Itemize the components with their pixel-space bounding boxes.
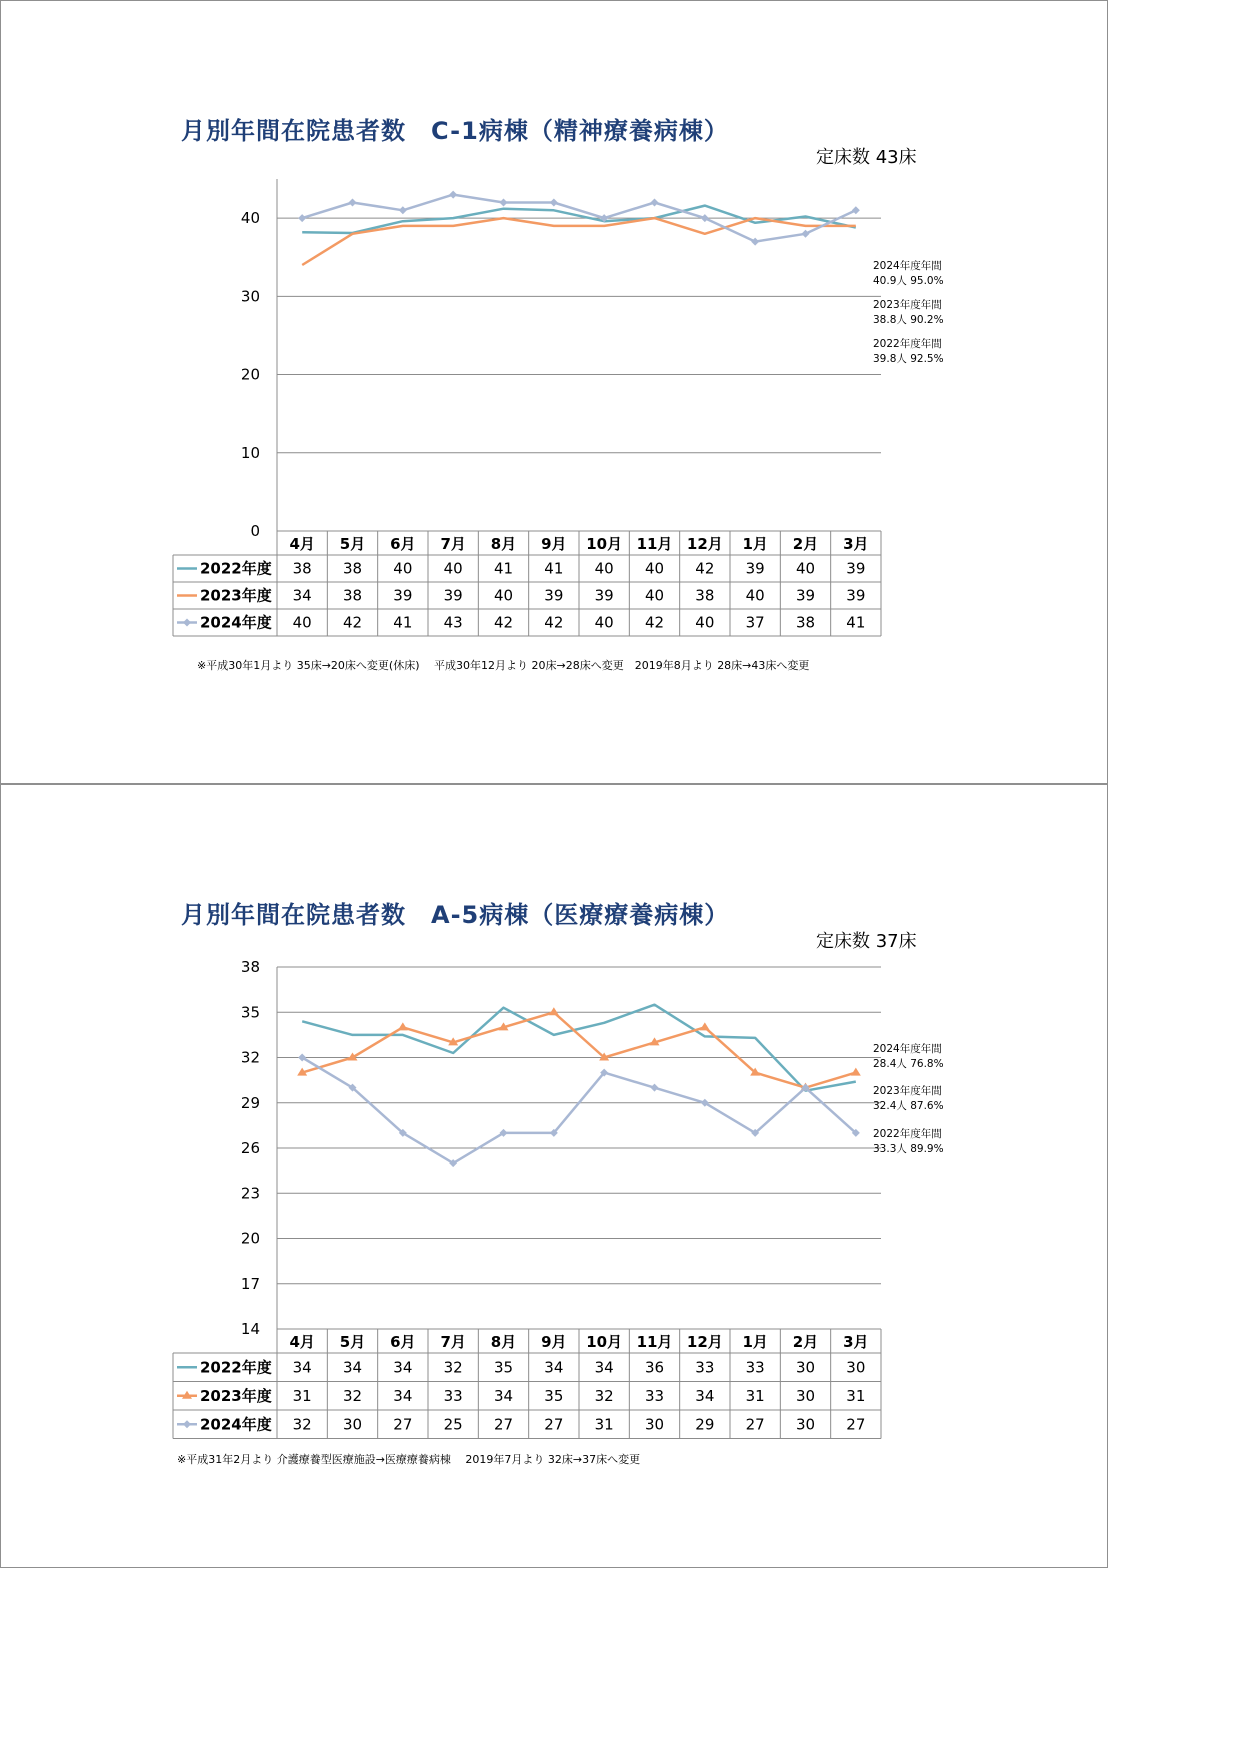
chart-footnote: ※平成31年2月より 介護療養型医療施設→医療療養病棟 2019年7月より 32床→37床へ変更 <box>177 1453 641 1466</box>
data-table-cell: 33 <box>745 1358 765 1377</box>
data-table-cell: 41 <box>846 613 866 632</box>
x-tick-label: 1月 <box>742 1333 768 1351</box>
x-tick-label: 3月 <box>843 1333 869 1351</box>
annual-annotation: 40.9人 95.0% <box>873 275 944 287</box>
data-table-cell: 39 <box>795 586 816 605</box>
x-tick-label: 10月 <box>586 1333 623 1351</box>
x-tick-label: 12月 <box>686 535 723 553</box>
data-table-cell: 31 <box>292 1386 312 1405</box>
data-table-cell: 42 <box>544 613 564 632</box>
x-tick-label: 7月 <box>440 1333 466 1351</box>
y-tick-label: 26 <box>240 1139 260 1157</box>
x-tick-label: 5月 <box>339 1333 366 1351</box>
data-table-cell: 40 <box>393 559 413 578</box>
annual-annotation: 2024年度年間 <box>873 260 942 272</box>
chart-title: 月別年間在院患者数 C-1病棟（精神療養病棟） <box>181 117 729 145</box>
data-point <box>700 1022 710 1030</box>
data-table-cell: 40 <box>695 613 715 632</box>
x-tick-label: 11月 <box>636 535 673 553</box>
data-table-cell: 40 <box>443 559 463 578</box>
bed-count: 定床数 43床 <box>816 147 917 168</box>
y-tick-label: 20 <box>240 365 260 384</box>
legend-label: 2022年度 <box>200 1358 272 1377</box>
data-point <box>500 198 508 206</box>
data-point <box>651 1084 659 1092</box>
x-tick-label: 4月 <box>289 535 315 553</box>
data-table-cell: 42 <box>493 613 514 632</box>
x-tick-label: 8月 <box>490 1333 517 1351</box>
data-table-cell: 30 <box>795 1358 816 1377</box>
data-table-cell: 39 <box>745 559 765 578</box>
data-table-cell: 42 <box>342 613 363 632</box>
data-table-cell: 41 <box>493 559 514 578</box>
data-table-cell: 38 <box>342 586 363 605</box>
series-line <box>302 1012 856 1087</box>
data-table-cell: 38 <box>695 586 715 605</box>
data-table-cell: 40 <box>745 586 765 605</box>
data-table-cell: 31 <box>594 1415 614 1434</box>
data-table-cell: 42 <box>695 559 715 578</box>
data-point <box>852 206 860 214</box>
data-table-cell: 27 <box>393 1415 413 1434</box>
data-table-cell: 40 <box>292 613 312 632</box>
data-point <box>549 1007 559 1015</box>
data-table-cell: 27 <box>846 1415 866 1434</box>
data-table-cell: 30 <box>795 1386 816 1405</box>
y-tick-label: 32 <box>240 1048 260 1067</box>
legend-marker <box>183 619 191 627</box>
data-table-cell: 40 <box>644 586 665 605</box>
x-tick-label: 7月 <box>440 535 466 553</box>
data-table-cell: 37 <box>745 613 765 632</box>
x-tick-label: 3月 <box>843 535 869 553</box>
legend-label: 2023年度 <box>200 1386 272 1405</box>
data-point <box>449 191 457 199</box>
y-tick-label: 23 <box>240 1184 260 1203</box>
data-table-cell: 34 <box>544 1358 564 1377</box>
x-tick-label: 6月 <box>390 1333 416 1351</box>
data-table-cell: 27 <box>493 1415 514 1434</box>
data-point <box>399 206 407 214</box>
x-tick-label: 2月 <box>792 535 819 553</box>
x-tick-label: 9月 <box>541 1333 567 1351</box>
data-table-cell: 29 <box>695 1415 715 1434</box>
y-tick-label: 40 <box>240 209 260 228</box>
y-tick-label: 29 <box>240 1093 260 1112</box>
x-tick-label: 12月 <box>686 1333 723 1351</box>
data-table-cell: 39 <box>846 559 866 578</box>
data-table-cell: 38 <box>292 559 312 578</box>
data-table-cell: 39 <box>594 586 614 605</box>
data-table-cell: 34 <box>393 1386 413 1405</box>
data-point <box>398 1022 408 1030</box>
data-table-cell: 39 <box>846 586 866 605</box>
data-point <box>550 198 558 206</box>
annual-annotation: 2023年度年間 <box>873 1085 942 1097</box>
x-tick-label: 5月 <box>339 535 366 553</box>
data-table-cell: 32 <box>443 1358 463 1377</box>
data-table-cell: 34 <box>342 1358 363 1377</box>
data-table-cell: 32 <box>342 1386 363 1405</box>
data-table-cell: 30 <box>846 1358 866 1377</box>
y-tick-label: 17 <box>240 1274 260 1293</box>
data-point <box>349 198 357 206</box>
data-point <box>851 1068 861 1076</box>
data-table-cell: 39 <box>443 586 463 605</box>
data-table-cell: 39 <box>544 586 564 605</box>
y-tick-label: 0 <box>250 522 260 540</box>
y-tick-label: 30 <box>240 287 260 306</box>
data-point <box>751 238 759 246</box>
data-table-cell: 34 <box>393 1358 413 1377</box>
data-table-cell: 35 <box>544 1386 564 1405</box>
data-table-cell: 40 <box>493 586 514 605</box>
legend-label: 2023年度 <box>200 586 272 605</box>
data-table-cell: 27 <box>544 1415 564 1434</box>
annual-annotation: 33.3人 89.9% <box>873 1143 944 1155</box>
legend-label: 2022年度 <box>200 559 272 578</box>
page-a5-ward <box>0 784 1108 1568</box>
data-point <box>802 230 810 238</box>
data-table-cell: 30 <box>644 1415 665 1434</box>
annual-annotation: 2024年度年間 <box>873 1043 942 1055</box>
y-tick-label: 10 <box>240 443 260 462</box>
annual-annotation: 2022年度年間 <box>873 338 942 350</box>
chart-footnote: ※平成30年1月より 35床→20床へ変更(休床) 平成30年12月より 20床→28床へ変更 2019年8月より 28床→43床へ変更 <box>197 659 810 672</box>
data-table-cell: 33 <box>695 1358 715 1377</box>
legend-label: 2024年度 <box>200 613 272 632</box>
x-tick-label: 2月 <box>792 1333 819 1351</box>
data-table-cell: 36 <box>644 1358 665 1377</box>
annual-annotation: 2023年度年間 <box>873 299 942 311</box>
annual-annotation: 2022年度年間 <box>873 1128 942 1140</box>
data-table-cell: 34 <box>695 1386 715 1405</box>
data-table-cell: 33 <box>644 1386 665 1405</box>
chart-title: 月別年間在院患者数 A-5病棟（医療療養病棟） <box>181 901 730 929</box>
data-table-cell: 42 <box>644 613 665 632</box>
data-table-cell: 33 <box>443 1386 463 1405</box>
x-tick-label: 6月 <box>390 535 416 553</box>
x-tick-label: 1月 <box>742 535 768 553</box>
data-table-cell: 43 <box>443 613 463 632</box>
data-table-cell: 34 <box>292 586 312 605</box>
x-tick-label: 8月 <box>490 535 517 553</box>
data-point <box>298 214 306 222</box>
legend-marker <box>183 1420 191 1428</box>
annual-annotation: 32.4人 87.6% <box>873 1100 944 1112</box>
annual-annotation: 39.8人 92.5% <box>873 353 944 365</box>
data-table-cell: 32 <box>594 1386 614 1405</box>
data-table-cell: 41 <box>544 559 564 578</box>
data-table-cell: 34 <box>493 1386 514 1405</box>
bed-count: 定床数 37床 <box>816 931 917 952</box>
data-table-cell: 32 <box>292 1415 312 1434</box>
data-table-cell: 38 <box>342 559 363 578</box>
data-table-cell: 25 <box>443 1415 463 1434</box>
data-table-cell: 39 <box>393 586 413 605</box>
data-table-cell: 35 <box>493 1358 514 1377</box>
data-table-cell: 31 <box>846 1386 866 1405</box>
data-table-cell: 34 <box>292 1358 312 1377</box>
legend-label: 2024年度 <box>200 1415 272 1434</box>
x-tick-label: 11月 <box>636 1333 673 1351</box>
x-tick-label: 10月 <box>586 535 623 553</box>
data-table-cell: 30 <box>795 1415 816 1434</box>
x-tick-label: 4月 <box>289 1333 315 1351</box>
data-point <box>651 198 659 206</box>
data-table-cell: 40 <box>594 613 614 632</box>
data-table-cell: 34 <box>594 1358 614 1377</box>
data-table-cell: 40 <box>795 559 816 578</box>
annual-annotation: 28.4人 76.8% <box>873 1058 944 1070</box>
data-table-cell: 41 <box>393 613 413 632</box>
y-tick-label: 14 <box>240 1320 260 1338</box>
x-tick-label: 9月 <box>541 535 567 553</box>
data-table-cell: 30 <box>342 1415 363 1434</box>
data-table-cell: 40 <box>594 559 614 578</box>
y-tick-label: 38 <box>240 958 260 976</box>
data-table-cell: 31 <box>745 1386 765 1405</box>
data-table-cell: 40 <box>644 559 665 578</box>
data-table-cell: 38 <box>795 613 816 632</box>
data-table-cell: 27 <box>745 1415 765 1434</box>
y-tick-label: 20 <box>240 1229 260 1248</box>
annual-annotation: 38.8人 90.2% <box>873 314 944 326</box>
data-point <box>701 214 709 222</box>
y-tick-label: 35 <box>240 1003 260 1022</box>
series-line <box>302 1058 856 1164</box>
page-c1-ward <box>0 0 1108 784</box>
